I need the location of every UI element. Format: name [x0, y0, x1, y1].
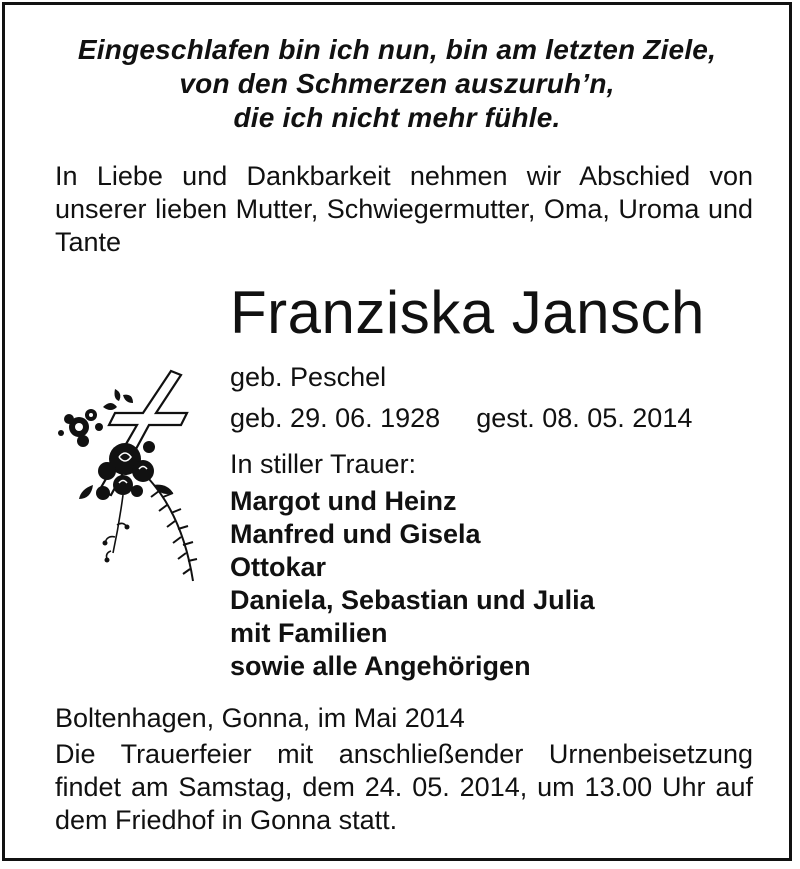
maiden-name: geb. Peschel — [230, 362, 387, 392]
mourner-entry: Daniela, Sebastian und Julia — [230, 585, 595, 615]
farewell-intro: In Liebe und Dankbarkeit nehmen wir Abschied von unserer lieben Mutter, Schwiegermutter, Oma, Uroma und Tante — [55, 161, 753, 257]
obituary-card — [2, 2, 792, 861]
mourner-entry: Manfred und Gisela — [230, 519, 481, 549]
life-dates — [230, 402, 692, 435]
poem-line: von den Schmerzen auszuruh’n, — [179, 68, 615, 99]
mourning-label: In stiller Trauer: — [230, 449, 417, 479]
poem-line: Eingeschlafen bin ich nun, bin am letzten Ziele, — [77, 34, 717, 65]
cross-with-roses-icon — [53, 367, 203, 587]
poem-line: die ich nicht mehr fühle. — [233, 102, 561, 133]
place-and-date: Boltenhagen, Gonna, im Mai 2014 — [55, 703, 465, 733]
mourner-entry: Ottokar — [230, 552, 327, 582]
mourner-entry: mit Familien — [230, 618, 388, 648]
poem-quote — [5, 33, 789, 135]
ceremony-notice: Die Trauerfeier mit anschließender Urnenbeisetzung findet am Samstag, dem 24. 05. 2014, um 13.00 Uhr auf dem Friedhof in Gonna statt. — [55, 739, 753, 835]
mourner-entry: sowie alle Angehörigen — [230, 651, 531, 681]
birth-date: geb. 29. 06. 1928 — [230, 403, 441, 433]
deceased-name: Franziska Jansch — [230, 279, 705, 346]
mourner-entry: Margot und Heinz — [230, 486, 457, 516]
deceased-details — [230, 361, 692, 683]
mourners-list — [230, 485, 692, 683]
death-date: gest. 08. 05. 2014 — [476, 403, 693, 433]
